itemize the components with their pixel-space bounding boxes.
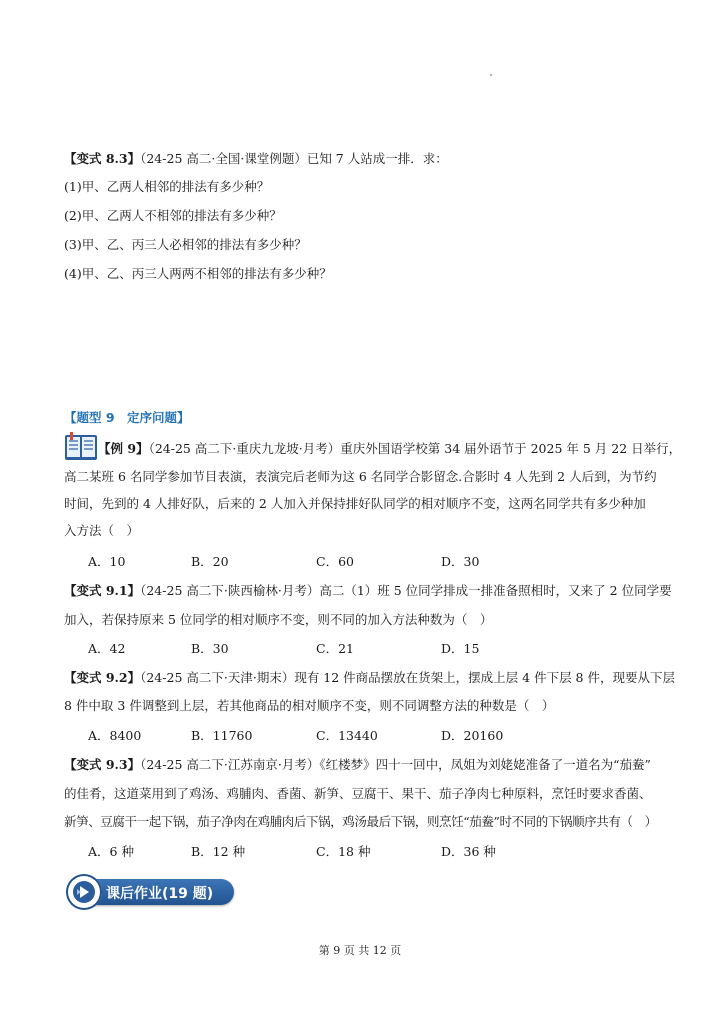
q92-tag: 【变式 9.2】 — [64, 670, 141, 685]
ex9-line-4: 入方法（ ） — [64, 523, 140, 538]
q83-source: （24-25 高二·全国·课堂例题） — [140, 151, 307, 166]
q91-line-2: 加入，若保持原来 5 位同学的相对顺序不变，则不同的加入方法种数为（ ） — [64, 612, 493, 627]
q91-tag: 【变式 9.1】 — [64, 583, 141, 598]
q91-option-d: D．15 — [441, 641, 480, 656]
page-footer: 第 9 页 共 12 页 — [318, 944, 402, 957]
q83-tag: 【变式 8.3】 — [64, 151, 141, 166]
q91-option-a: A．42 — [88, 641, 126, 656]
scan-dot — [490, 74, 492, 76]
q92-option-c: C．13440 — [316, 728, 378, 743]
ex9-line-2: 高二某班 6 名同学参加节目表演，表演完后老师为这 6 名同学合影留念.合影时 4 人先到 2 人后到，为节约 — [64, 469, 657, 484]
q93-tag: 【变式 9.3】 — [64, 757, 141, 772]
homework-label: 课后作业(19 题) — [106, 886, 214, 902]
q93-line-1: 《红楼梦》四十一回中，凤姐为刘姥姥准备了一道名为“茄鲞” — [319, 757, 651, 772]
q92-header — [64, 669, 675, 687]
q92-option-a: A．8400 — [88, 728, 142, 743]
q92-line-2: 8 件中取 3 件调整到上层，若其他商品的相对顺序不变，则不同调整方法的种数是（ ） — [64, 698, 555, 713]
q91-source: （24-25 高二下·陕西榆林·月考） — [140, 583, 320, 598]
q92-option-b: B．11760 — [191, 728, 253, 743]
ex9-option-c: C．60 — [316, 554, 354, 569]
q83-part-3: (3)甲、乙、丙三人必相邻的排法有多少种？ — [64, 237, 307, 252]
q83-stem: 已知 7 人站成一排．求： — [306, 151, 448, 166]
q91-option-c: C．21 — [316, 641, 354, 656]
section-title: 【题型 9 定序问题】 — [64, 410, 190, 425]
q91-header — [64, 582, 672, 600]
homework-banner — [66, 874, 236, 910]
q83-header — [64, 150, 664, 168]
q91-line-1: 高二（1）班 5 位同学排成一排准备照相时，又来了 2 位同学要 — [319, 583, 672, 598]
ex9-line-1: 重庆外国语学校第 34 届外语节于 2025 年 5 月 22 日举行， — [340, 441, 682, 456]
q83-part-1: (1)甲、乙两人相邻的排法有多少种？ — [64, 179, 270, 194]
ex9-option-b: B．20 — [191, 554, 229, 569]
book-icon — [64, 432, 98, 462]
q93-option-d: D．36 种 — [441, 844, 496, 859]
ex9-header — [98, 440, 682, 458]
q93-line-3: 新笋、豆腐干一起下锅，茄子净肉在鸡脯肉后下锅，鸡汤最后下锅，则烹饪“茄鲞”时不同的下锅顺序共有（ ） — [64, 814, 657, 829]
q93-line-2: 的佳肴，这道菜用到了鸡汤、鸡脯肉、香菌、新笋、豆腐干、果干、茄子净肉七种原料，烹饪时要求香菌、 — [64, 786, 652, 801]
q92-option-d: D．20160 — [441, 728, 504, 743]
ex9-option-a: A．10 — [88, 554, 126, 569]
q93-option-a: A．6 种 — [88, 844, 134, 859]
q92-source: （24-25 高二下·天津·期末） — [140, 670, 295, 685]
q83-part-4: (4)甲、乙、丙三人两两不相邻的排法有多少种？ — [64, 266, 332, 281]
q93-option-c: C．18 种 — [316, 844, 371, 859]
play-arrow-icon — [72, 880, 96, 904]
q91-option-b: B．30 — [191, 641, 229, 656]
q93-header — [64, 756, 664, 774]
ex9-source: （24-25 高二下·重庆九龙坡·月考） — [148, 441, 341, 456]
q92-line-1: 现有 12 件商品摆放在货架上，摆成上层 4 件下层 8 件，现要从下层 — [294, 670, 675, 685]
q93-source: （24-25 高二下·江苏南京·月考） — [140, 757, 320, 772]
q93-option-b: B．12 种 — [191, 844, 246, 859]
ex9-tag: 【例 9】 — [98, 441, 149, 456]
ex9-line-3: 时间，先到的 4 人排好队，后来的 2 人加入并保持排好队同学的相对顺序不变，这两名同学共有多少种加 — [64, 496, 646, 511]
ex9-option-d: D．30 — [441, 554, 480, 569]
q83-part-2: (2)甲、乙两人不相邻的排法有多少种？ — [64, 208, 282, 223]
